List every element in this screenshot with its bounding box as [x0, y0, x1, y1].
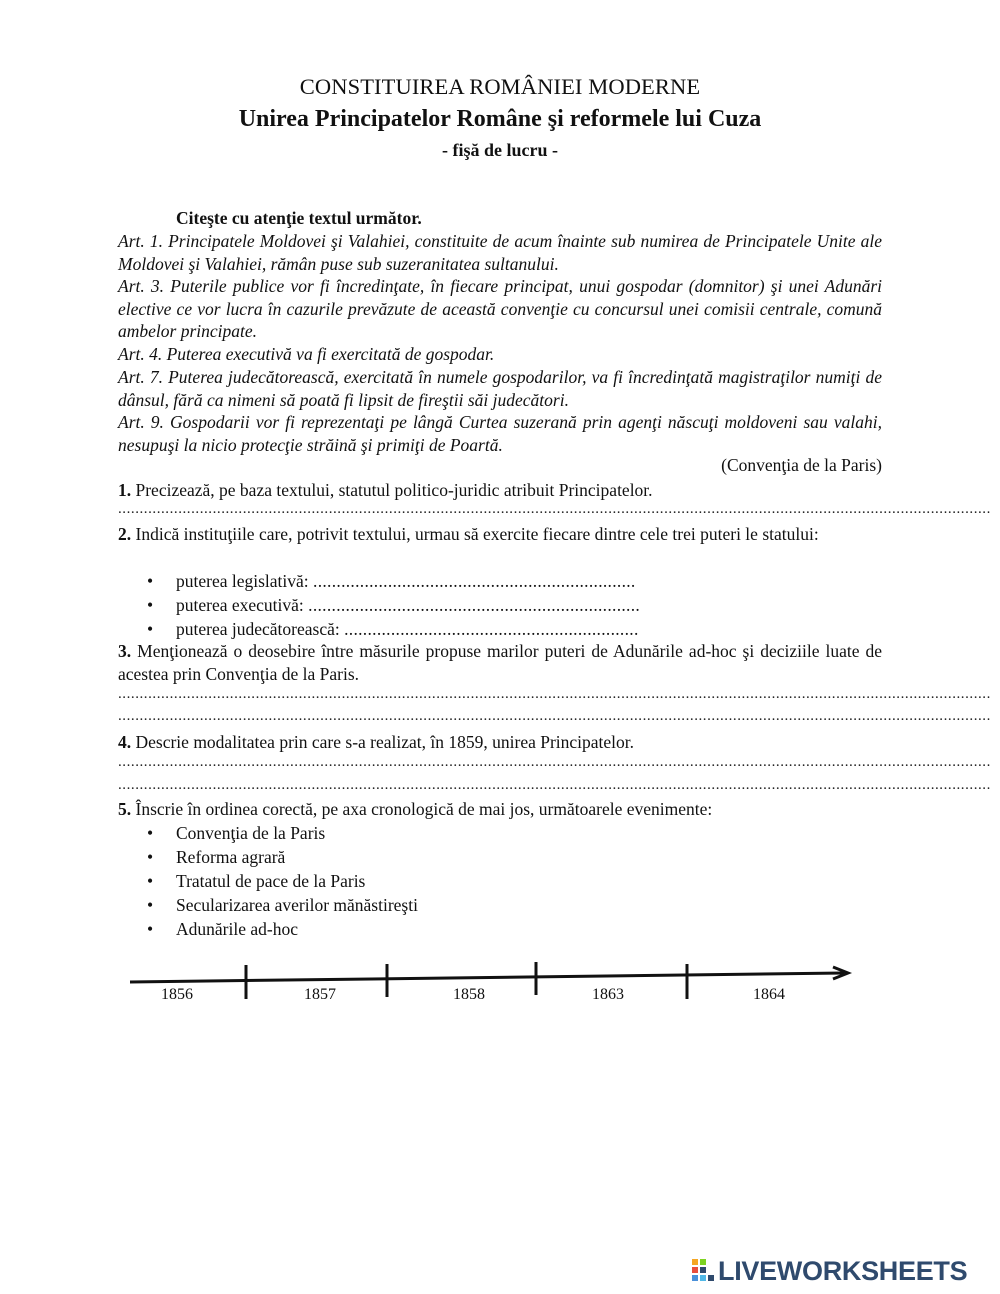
- event-item: [147, 846, 285, 868]
- item-label: puterea legislativă:: [176, 571, 309, 591]
- timeline-year[interactable]: 1858: [453, 986, 485, 1003]
- bullet-icon: •: [147, 571, 154, 591]
- timeline-year[interactable]: 1863: [592, 986, 624, 1003]
- bullet-icon: •: [147, 895, 154, 915]
- answer-field-judicial[interactable]: ...............................................................: [344, 619, 639, 639]
- event-label[interactable]: Reforma agrară: [176, 847, 286, 867]
- question-number: 5.: [118, 799, 132, 819]
- question-text: Indică instituţiile care, potrivit textului, urmau să exercite fiecare dintre cele trei puteri le statului:: [135, 524, 819, 544]
- answer-line-q4-a[interactable]: ...........................................................................................................................................................................................................: [118, 754, 991, 770]
- question-number: 3.: [118, 641, 132, 661]
- question-text: Înscrie în ordinea corectă, pe axa cronologică de mai jos, următoarele evenimente:: [135, 799, 713, 819]
- timeline-line: [130, 973, 844, 982]
- event-item: [147, 918, 298, 940]
- liveworksheets-logo-icon: [692, 1259, 714, 1281]
- bullet-icon: •: [147, 847, 154, 867]
- article-7: Art. 7. Puterea judecătorească, exercitată în numele gospodarilor, va fi încredinţată magistraţilor numiţi de dânsul, fără ca nimeni să poată fi lipsit de fireştii săi judecători.: [118, 367, 882, 410]
- reading-instruction: Citeşte cu atenţie textul următor.: [176, 208, 422, 228]
- item-label: puterea judecătorească:: [176, 619, 340, 639]
- bullet-icon: •: [147, 919, 154, 939]
- answer-line-q1[interactable]: ...........................................................................................................................................................................................................: [118, 501, 991, 517]
- question-5: [118, 798, 882, 821]
- article-9: Art. 9. Gospodarii vor fi reprezentaţi pe lângă Curtea suzerană prin agenţi născuţi moldoveni sau valahi, nesupuşi la nicio protecţie străină şi primiţi de Poartă.: [118, 412, 882, 455]
- question-number: 4.: [118, 732, 132, 752]
- event-item: [147, 870, 365, 892]
- event-label[interactable]: Convenţia de la Paris: [176, 823, 326, 843]
- timeline-year[interactable]: 1857: [304, 986, 336, 1003]
- answer-line-q4-b[interactable]: ...........................................................................................................................................................................................................: [118, 777, 991, 793]
- event-label[interactable]: Tratatul de pace de la Paris: [176, 871, 366, 891]
- bullet-icon: •: [147, 619, 154, 639]
- answer-field-executive[interactable]: .......................................................................: [308, 595, 641, 615]
- question-text: Precizează, pe baza textului, statutul politico-juridic atribuit Principatelor.: [135, 480, 653, 500]
- worksheet-subtitle: Unirea Principatelor Române şi reformele lui Cuza: [238, 106, 762, 132]
- item-label: puterea executivă:: [176, 595, 304, 615]
- worksheet-label: - fişă de lucru -: [442, 140, 558, 160]
- article-1: Art. 1. Principatele Moldovei şi Valahiei, constituite de acum înainte sub numirea de Principatele Unite ale Moldovei şi Valahiei, rămân puse sub suzeranitatea sultanului.: [118, 231, 882, 274]
- question-2: [118, 523, 882, 546]
- source-citation: (Convenţia de la Paris): [721, 455, 882, 475]
- list-item-executive: [147, 594, 640, 616]
- question-number: 1.: [118, 480, 132, 500]
- list-item-judicial: [147, 618, 639, 640]
- bullet-icon: •: [147, 595, 154, 615]
- article-4: Art. 4. Puterea executivă va fi exercitată de gospodar.: [118, 344, 495, 364]
- event-item: [147, 822, 325, 844]
- answer-line-q3-b[interactable]: ...........................................................................................................................................................................................................: [118, 708, 991, 724]
- worksheet-title: CONSTITUIREA ROMÂNIEI MODERNE: [299, 74, 701, 99]
- bullet-icon: •: [147, 871, 154, 891]
- bullet-icon: •: [147, 823, 154, 843]
- question-number: 2.: [118, 524, 132, 544]
- brand-name: LIVEWORKSHEETS: [718, 1256, 968, 1286]
- list-item-legislative: [147, 570, 636, 592]
- question-text: Descrie modalitatea prin care s-a realizat, în 1859, unirea Principatelor.: [135, 732, 635, 752]
- question-text: Menţionează o deosebire între măsurile propuse marilor puteri de Adunările ad-hoc şi deciziile luate de acestea prin Convenţia de la Paris.: [118, 641, 883, 684]
- timeline-axis: [0, 955, 1000, 1015]
- timeline-year[interactable]: 1864: [753, 986, 785, 1003]
- timeline-year[interactable]: 1856: [161, 986, 193, 1003]
- answer-line-q3-a[interactable]: ...........................................................................................................................................................................................................: [118, 686, 991, 702]
- event-label[interactable]: Adunările ad-hoc: [176, 919, 298, 939]
- article-3: Art. 3. Puterile publice vor fi încredinţate, în fiecare principat, unui gospodar (domnitor) şi unei Adunări elective ce vor lucra în cazurile prevăzute de această convenţie cu concursul unei comisii centrale, comună ambelor principate.: [118, 276, 882, 342]
- answer-field-legislative[interactable]: .....................................................................: [313, 571, 636, 591]
- event-item: [147, 894, 418, 916]
- question-4: [118, 731, 882, 754]
- question-3: [118, 640, 882, 685]
- event-label[interactable]: Secularizarea averilor mănăstireşti: [176, 895, 418, 915]
- question-1: [118, 479, 882, 502]
